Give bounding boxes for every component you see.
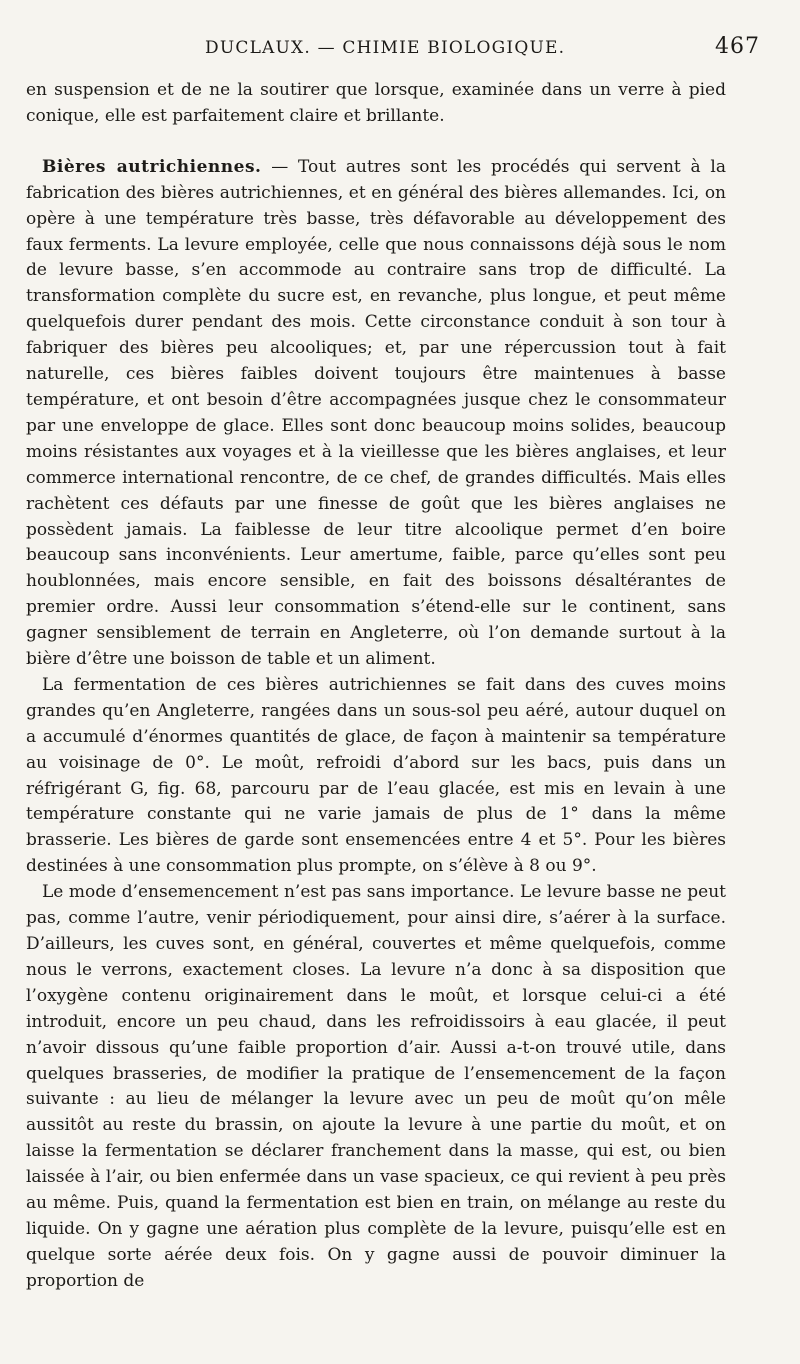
section-title: Bières autrichiennes.	[42, 156, 262, 177]
paragraph: en suspension et de ne la soutirer que lorsque, examinée dans un verre à pied conique, elle est parfaitement claire et brillante.	[26, 80, 726, 126]
page-number: 467	[715, 34, 760, 59]
paragraph: La fermentation de ces bières autrichiennes se fait dans des cuves moins grandes qu’en Angleterre, rangées dans un sous-sol peu aéré, autour duquel on a accumulé d’énormes quantités de glace, de façon à maintenir sa température au voisinage de 0°. Le moût, refroidi d’abord sur les bacs, puis dans un réfrigérant G, fig. 68, parcouru par de l’eau glacée, est mis en levain à une température constante qui ne varie jamais de plus de 1° dans la même brasserie. Les bières de garde sont ensemencées entre 4 et 5°. Pour les bières destinées à une consommation plus prompte, on s’élève à 8 ou 9°.	[26, 674, 726, 877]
paragraph-section-start	[26, 155, 726, 673]
page-body	[26, 78, 726, 1295]
paragraph-text: — Tout autres sont les procédés qui servent à la fabrication des bières autrichiennes, et en général des bières allemandes. Ici, on opère à une température très basse, très défavorable au développement des faux ferments. La levure employée, celle que nous connaissons déjà sous le nom de levure basse, s’en accommode au contraire sans trop de difficulté. La transformation complète du sucre est, en revanche, plus longue, et peut même quelquefois durer pendant des mois. Cette circonstance conduit à son tour à fabriquer des bières peu alcooliques; et, par une répercussion tout à fait naturelle, ces bières faibles doivent toujours être maintenues à basse température, et ont besoin d’être accompagnées jusque chez le consommateur par une enveloppe de glace. Elles sont donc beaucoup moins solides, beaucoup moins résistantes aux voyages et à la vieillesse que les bières anglaises, et leur commerce international rencontre, de ce chef, de grandes difficultés. Mais elles rachètent ces défauts par une finesse de goût que les bières anglaises ne possèdent jamais. La faiblesse de leur titre alcoolique permet d’en boire beaucoup sans inconvénients. Leur amertume, faible, parce qu’elles sont peu houblonnées, mais encore sensible, en fait des boissons désaltérantes de premier ordre. Aussi leur consommation s’étend-elle sur le continent, sans gagner sensiblement de terrain en Angleterre, où l’on demande surtout à la bière d’être une boisson de table et un aliment.	[26, 156, 727, 670]
page-header	[205, 34, 760, 64]
running-head: DUCLAUX. — CHIMIE BIOLOGIQUE.	[205, 38, 566, 58]
paragraph: Le mode d’ensemencement n’est pas sans importance. Le levure basse ne peut pas, comme l’autre, venir périodiquement, pour ainsi dire, s’aérer à la surface. D’ailleurs, les cuves sont, en général, couvertes et même quelquefois, comme nous le verrons, exactement closes. La levure n’a donc à sa disposition que l’oxygène contenu originairement dans le moût, et lorsque celui-ci a été introduit, encore un peu chaud, dans les refroidissoirs à eau glacée, il peut n’avoir dissous qu’une faible proportion d’air. Aussi a-t-on trouvé utile, dans quelques brasseries, de modifier la pratique de l’ensemencement de la façon suivante : au lieu de mélanger la levure avec un peu de moût qu’on mêle aussitôt au reste du brassin, on ajoute la levure à une partie du moût, et on laisse la fermentation se déclarer franchement dans la masse, qui est, ou bien laissée à l’air, ou bien enfermée dans un vase spacieux, ce qui revient à peu près au même. Puis, quand la fermentation est bien en train, on mélange au reste du liquide. On y gagne une aération plus complète de la levure, puisqu’elle est en quelque sorte aérée deux fois. On y gagne aussi de pouvoir diminuer la proportion de	[26, 882, 726, 1291]
